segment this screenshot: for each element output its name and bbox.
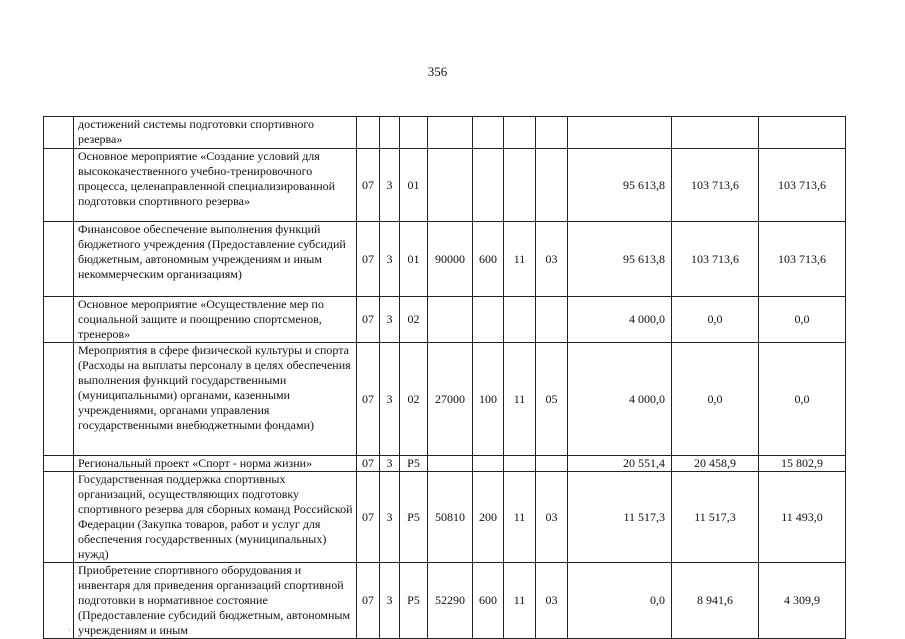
code-kosgu-2: 03 <box>536 563 568 639</box>
amount-year-1: 0,0 <box>568 563 672 639</box>
amount-year-1: 4 000,0 <box>568 343 672 456</box>
code-subprogram: 02 <box>400 297 428 343</box>
amount-year-2: 0,0 <box>672 343 759 456</box>
amount-year-3: 11 493,0 <box>759 472 846 563</box>
code-razdel: 07 <box>357 297 380 343</box>
amount-year-1 <box>568 117 672 149</box>
code-kosgu-2: 03 <box>536 472 568 563</box>
row-name: Финансовое обеспечение выполнения функций бюджетного учреждения (Предоставление субсидий бюджетным, автономным учреждениям и иным некоммерческим организациям) <box>74 222 357 297</box>
code-program: 3 <box>380 472 400 563</box>
row-name: достижений системы подготовки спортивного резерва» <box>74 117 357 149</box>
code-program: 3 <box>380 297 400 343</box>
code-expense-type <box>473 149 504 222</box>
code-subprogram: 02 <box>400 343 428 456</box>
amount-year-3: 4 309,9 <box>759 563 846 639</box>
code-kosgu-1: 11 <box>504 472 536 563</box>
row-name: Основное мероприятие «Создание условий для высококачественного учебно-тренировочного процесса, целенаправленной специализированной подготовки спортивного резерва» <box>74 149 357 222</box>
code-kosgu-2: 03 <box>536 222 568 297</box>
code-kosgu-1 <box>504 117 536 149</box>
amount-year-3: 0,0 <box>759 297 846 343</box>
row-number-cell <box>44 149 74 222</box>
code-kosgu-2 <box>536 297 568 343</box>
table-row <box>44 563 846 639</box>
amount-year-1: 95 613,8 <box>568 222 672 297</box>
budget-table <box>43 116 846 639</box>
code-kosgu-1: 11 <box>504 343 536 456</box>
code-target: 27000 <box>428 343 473 456</box>
code-kosgu-2: 05 <box>536 343 568 456</box>
code-razdel: 07 <box>357 343 380 456</box>
code-razdel: 07 <box>357 222 380 297</box>
table-row <box>44 117 846 149</box>
code-kosgu-1: 11 <box>504 563 536 639</box>
code-razdel: 07 <box>357 456 380 472</box>
amount-year-2: 11 517,3 <box>672 472 759 563</box>
code-target <box>428 117 473 149</box>
row-number-cell <box>44 472 74 563</box>
amount-year-3: 15 802,9 <box>759 456 846 472</box>
table-row <box>44 472 846 563</box>
code-kosgu-1 <box>504 456 536 472</box>
row-number-cell <box>44 343 74 456</box>
code-target: 52290 <box>428 563 473 639</box>
code-kosgu-1 <box>504 149 536 222</box>
amount-year-1: 4 000,0 <box>568 297 672 343</box>
code-expense-type: 600 <box>473 222 504 297</box>
code-razdel: 07 <box>357 563 380 639</box>
row-number-cell <box>44 222 74 297</box>
code-target: 50810 <box>428 472 473 563</box>
code-program: 3 <box>380 456 400 472</box>
code-target <box>428 456 473 472</box>
code-target: 90000 <box>428 222 473 297</box>
row-number-cell <box>44 456 74 472</box>
code-subprogram <box>400 117 428 149</box>
code-subprogram: P5 <box>400 456 428 472</box>
row-name: Государственная поддержка спортивных организаций, осуществляющих подготовку спортивного резерва для сборных команд Российской Федерации (Закупка товаров, работ и услуг для обеспечения государственных (муниципальных) нужд) <box>74 472 357 563</box>
code-program <box>380 117 400 149</box>
code-expense-type: 600 <box>473 563 504 639</box>
amount-year-3: 103 713,6 <box>759 149 846 222</box>
row-name: Основное мероприятие «Осуществление мер по социальной защите и поощрению спортсменов, тренеров» <box>74 297 357 343</box>
amount-year-1: 20 551,4 <box>568 456 672 472</box>
table-row <box>44 222 846 297</box>
table-row <box>44 149 846 222</box>
row-name: Региональный проект «Спорт - норма жизни» <box>74 456 357 472</box>
code-target <box>428 149 473 222</box>
code-kosgu-1: 11 <box>504 222 536 297</box>
code-expense-type: 200 <box>473 472 504 563</box>
code-razdel <box>357 117 380 149</box>
amount-year-3 <box>759 117 846 149</box>
table-row <box>44 297 846 343</box>
amount-year-2 <box>672 117 759 149</box>
code-expense-type <box>473 456 504 472</box>
code-expense-type <box>473 297 504 343</box>
code-program: 3 <box>380 222 400 297</box>
code-program: 3 <box>380 343 400 456</box>
code-program: 3 <box>380 563 400 639</box>
code-subprogram: P5 <box>400 563 428 639</box>
code-program: 3 <box>380 149 400 222</box>
code-subprogram: P5 <box>400 472 428 563</box>
table-row <box>44 343 846 456</box>
code-subprogram: 01 <box>400 149 428 222</box>
code-kosgu-2 <box>536 149 568 222</box>
row-number-cell <box>44 297 74 343</box>
code-target <box>428 297 473 343</box>
code-kosgu-1 <box>504 297 536 343</box>
amount-year-1: 11 517,3 <box>568 472 672 563</box>
code-razdel: 07 <box>357 472 380 563</box>
code-kosgu-2 <box>536 117 568 149</box>
code-kosgu-2 <box>536 456 568 472</box>
amount-year-2: 103 713,6 <box>672 149 759 222</box>
row-name: Мероприятия в сфере физической культуры и спорта (Расходы на выплаты персоналу в целях обеспечения выполнения функций государственными (муниципальными) органами, казенными учреждениями, органами управления государственными внебюджетными фондами) <box>74 343 357 456</box>
row-name: Приобретение спортивного оборудования и инвентаря для приведения организаций спортивной подготовки в нормативное состояние (Предоставление субсидий бюджетным, автономным учреждениям и иным <box>74 563 357 639</box>
scan-mark: · <box>68 626 71 635</box>
amount-year-3: 0,0 <box>759 343 846 456</box>
amount-year-2: 103 713,6 <box>672 222 759 297</box>
amount-year-3: 103 713,6 <box>759 222 846 297</box>
row-number-cell <box>44 117 74 149</box>
code-expense-type: 100 <box>473 343 504 456</box>
amount-year-1: 95 613,8 <box>568 149 672 222</box>
amount-year-2: 0,0 <box>672 297 759 343</box>
code-subprogram: 01 <box>400 222 428 297</box>
amount-year-2: 20 458,9 <box>672 456 759 472</box>
amount-year-2: 8 941,6 <box>672 563 759 639</box>
table-row <box>44 456 846 472</box>
page-number: 356 <box>427 64 448 79</box>
code-expense-type <box>473 117 504 149</box>
code-razdel: 07 <box>357 149 380 222</box>
